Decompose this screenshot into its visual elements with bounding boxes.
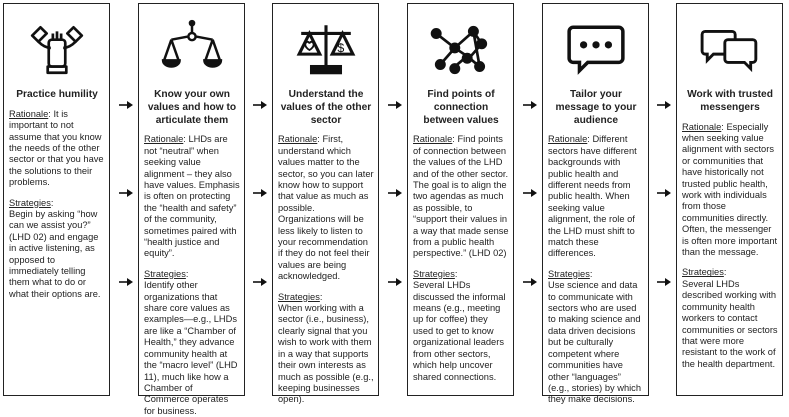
rationale-section: Rationale: Different sectors have different backgrounds with public health and different needs from public health. When seeking value alignment, the role of the LHD must shift to match these differences. xyxy=(548,134,637,259)
arrow-right-icon xyxy=(119,278,133,286)
rationale-text: It is important to not assume that you know the needs of the other sector or that you have the solutions to their problems. xyxy=(9,108,104,188)
step-box-2 xyxy=(138,3,245,416)
strategies-text: When working with a sector (i.e., business), clearly signal that you wish to work with them in a way that supports their own interests as much as possible (e.g., keeping businesses open). xyxy=(278,303,374,405)
step-title: Practice humility xyxy=(16,89,98,100)
strategies-text: Identify other organizations that share core values as examples—e.g., LHDs are like a “Chamber of Health,” they advance community health at the “macro level” (LHD 11), much like how a Chamber of Commerce operates for business. xyxy=(144,280,238,416)
rationale-section: Rationale: First, understand which values matter to the sector, so you can later know how to support that value as much as possible. Organizations will be less likely to listen to your recommendation if they do not feel their values are being acknowledged. xyxy=(278,134,374,282)
balance-scale-icon xyxy=(144,14,240,86)
rationale-label: Rationale xyxy=(9,108,49,119)
step-title: Know your own values and how to articulate them xyxy=(147,89,237,126)
arrow-right-icon xyxy=(119,101,133,109)
arrow-right-icon xyxy=(388,278,402,286)
step-box-3 xyxy=(272,3,379,405)
rationale-label: Rationale xyxy=(144,134,184,145)
rationale-section: Rationale: It is important to not assume that you know the needs of the other sector or that you have the solutions to their problems. xyxy=(9,108,104,188)
arrow-right-icon xyxy=(388,189,402,197)
strategies-section: Strategies: Identify other organizations that share core values as examples—e.g., LHDs are like a “Chamber of Health,” they advance community health at the “macro level” (LHD 11), much like how a Chamber of Commerce operates for business. xyxy=(144,268,238,416)
rationale-label: Rationale xyxy=(682,121,722,132)
strategies-section: Strategies: When working with a sector (i.e., business), clearly signal that you wish to work with them in a way that supports their own interests as much as possible (e.g., keeping businesses open). xyxy=(278,291,374,405)
step-title: Tailor your message to your audience xyxy=(555,89,637,126)
rationale-section: Rationale: Find points of connection between the values of the LHD and of the other sector. The goal is to align the two agendas as much as possible, to “support their values in a way that made sense from a public health perspective.” (LHD 02) xyxy=(413,134,509,259)
arrow-right-icon xyxy=(523,101,537,109)
heart-dollar-scale-icon xyxy=(278,14,374,86)
two-chat-bubbles-icon xyxy=(682,14,778,86)
step-box-5 xyxy=(542,3,649,405)
strategies-section: Strategies: Use science and data to communicate with sectors who are used to making science and data driven decisions but be culturally competent where communities have other “languages” (e.g., stories) by which they make decisions. xyxy=(548,268,642,405)
arrow-right-icon xyxy=(119,189,133,197)
arrow-right-icon xyxy=(657,278,671,286)
rationale-label: Rationale xyxy=(278,134,318,145)
strategies-label: Strategies xyxy=(144,268,186,279)
step-title: Understand the values of the other sector xyxy=(280,89,372,126)
rationale-text: Different sectors have different backgrounds with public health and different needs from public health. When seeking value alignment, the role of the LHD must shift to match these differences. xyxy=(548,134,637,259)
strategies-text: Several LHDs discussed the informal means (e.g., meeting up for coffee) they used to get to know organizational leaders from other sectors, which help uncover shared connections. xyxy=(413,280,506,382)
rationale-text: Find points of connection between the values of the LHD and of the other sector. The goal is to align the two agendas as much as possible, to “support their values in a way that made sense from a public health perspective.” (LHD 02) xyxy=(413,134,509,259)
step-title: Find points of connection between values xyxy=(423,89,499,126)
strategies-text: Several LHDs described working with community health workers to contact communities or sectors that were more resistant to the work of the health department. xyxy=(682,278,778,369)
arrow-right-icon xyxy=(523,278,537,286)
arrow-right-icon xyxy=(657,189,671,197)
strategies-label: Strategies xyxy=(278,291,320,302)
rationale-text: Especially when seeking value alignment with sectors or communities that have historically not trusted public health, work with individuals from those communities directly. Often, the messenger is often more important than the message. xyxy=(682,121,778,258)
strategies-section: Strategies: Begin by asking “how can we assist you?” (LHD 02) and engage in active listening, as opposed to immediately telling them what to do or what their options are. xyxy=(9,197,101,299)
strategies-label: Strategies xyxy=(9,197,51,208)
arrow-right-icon xyxy=(253,189,267,197)
step-box-6 xyxy=(676,3,783,396)
arrow-right-icon xyxy=(388,101,402,109)
arrow-right-icon xyxy=(657,101,671,109)
hands-together-icon xyxy=(9,14,105,86)
arrow-right-icon xyxy=(253,101,267,109)
step-title: Work with trusted messengers xyxy=(687,89,773,113)
rationale-section: Rationale: LHDs are not “neutral” when seeking value alignment – they also have values. Emphasis is often on protecting the “health and safety” of the community, sometimes paired with “health justice and equity”. xyxy=(144,134,240,259)
rationale-label: Rationale xyxy=(413,134,453,145)
strategies-text: Begin by asking “how can we assist you?” (LHD 02) and engage in active listening, as opposed to immediately telling them what to do or what their options are. xyxy=(9,209,101,299)
strategies-section: Strategies: Several LHDs discussed the informal means (e.g., meeting up for coffee) they used to get to know organizational leaders from other sectors, which help uncover shared connections. xyxy=(413,268,506,382)
step-box-4 xyxy=(407,3,514,396)
strategies-text: Use science and data to communicate with sectors who are used to making science and data driven decisions but be culturally competent where communities have other “languages” (e.g., stories) by which they make decisions. xyxy=(548,280,642,405)
strategies-label: Strategies xyxy=(548,268,590,279)
step-box-1 xyxy=(3,3,110,396)
network-nodes-icon xyxy=(413,14,509,86)
rationale-section: Rationale: Especially when seeking value alignment with sectors or communities that have historically not trusted public health, work with individuals from those communities directly. Often, the messenger is often more important than the message. xyxy=(682,121,778,258)
rationale-text: First, understand which values matter to the sector, so you can later know how to support that value as much as possible. Organizations will be less likely to listen to your recommendation if they do not feel their values are being acknowledged. xyxy=(278,134,374,282)
svg-text:$: $ xyxy=(337,41,345,56)
strategies-label: Strategies xyxy=(682,267,724,278)
rationale-label: Rationale xyxy=(548,134,588,145)
arrow-right-icon xyxy=(523,189,537,197)
rationale-text: LHDs are not “neutral” when seeking value alignment – they also have values. Emphasis is often on protecting the “health and safety” of the community, sometimes paired with “health justice and equity”. xyxy=(144,134,240,259)
arrow-right-icon xyxy=(253,278,267,286)
strategies-label: Strategies xyxy=(413,268,455,279)
strategies-section: Strategies: Several LHDs described working with community health workers to contact communities or sectors that were more resistant to the work of the health department. xyxy=(682,267,778,369)
chat-bubble-icon xyxy=(548,14,644,86)
